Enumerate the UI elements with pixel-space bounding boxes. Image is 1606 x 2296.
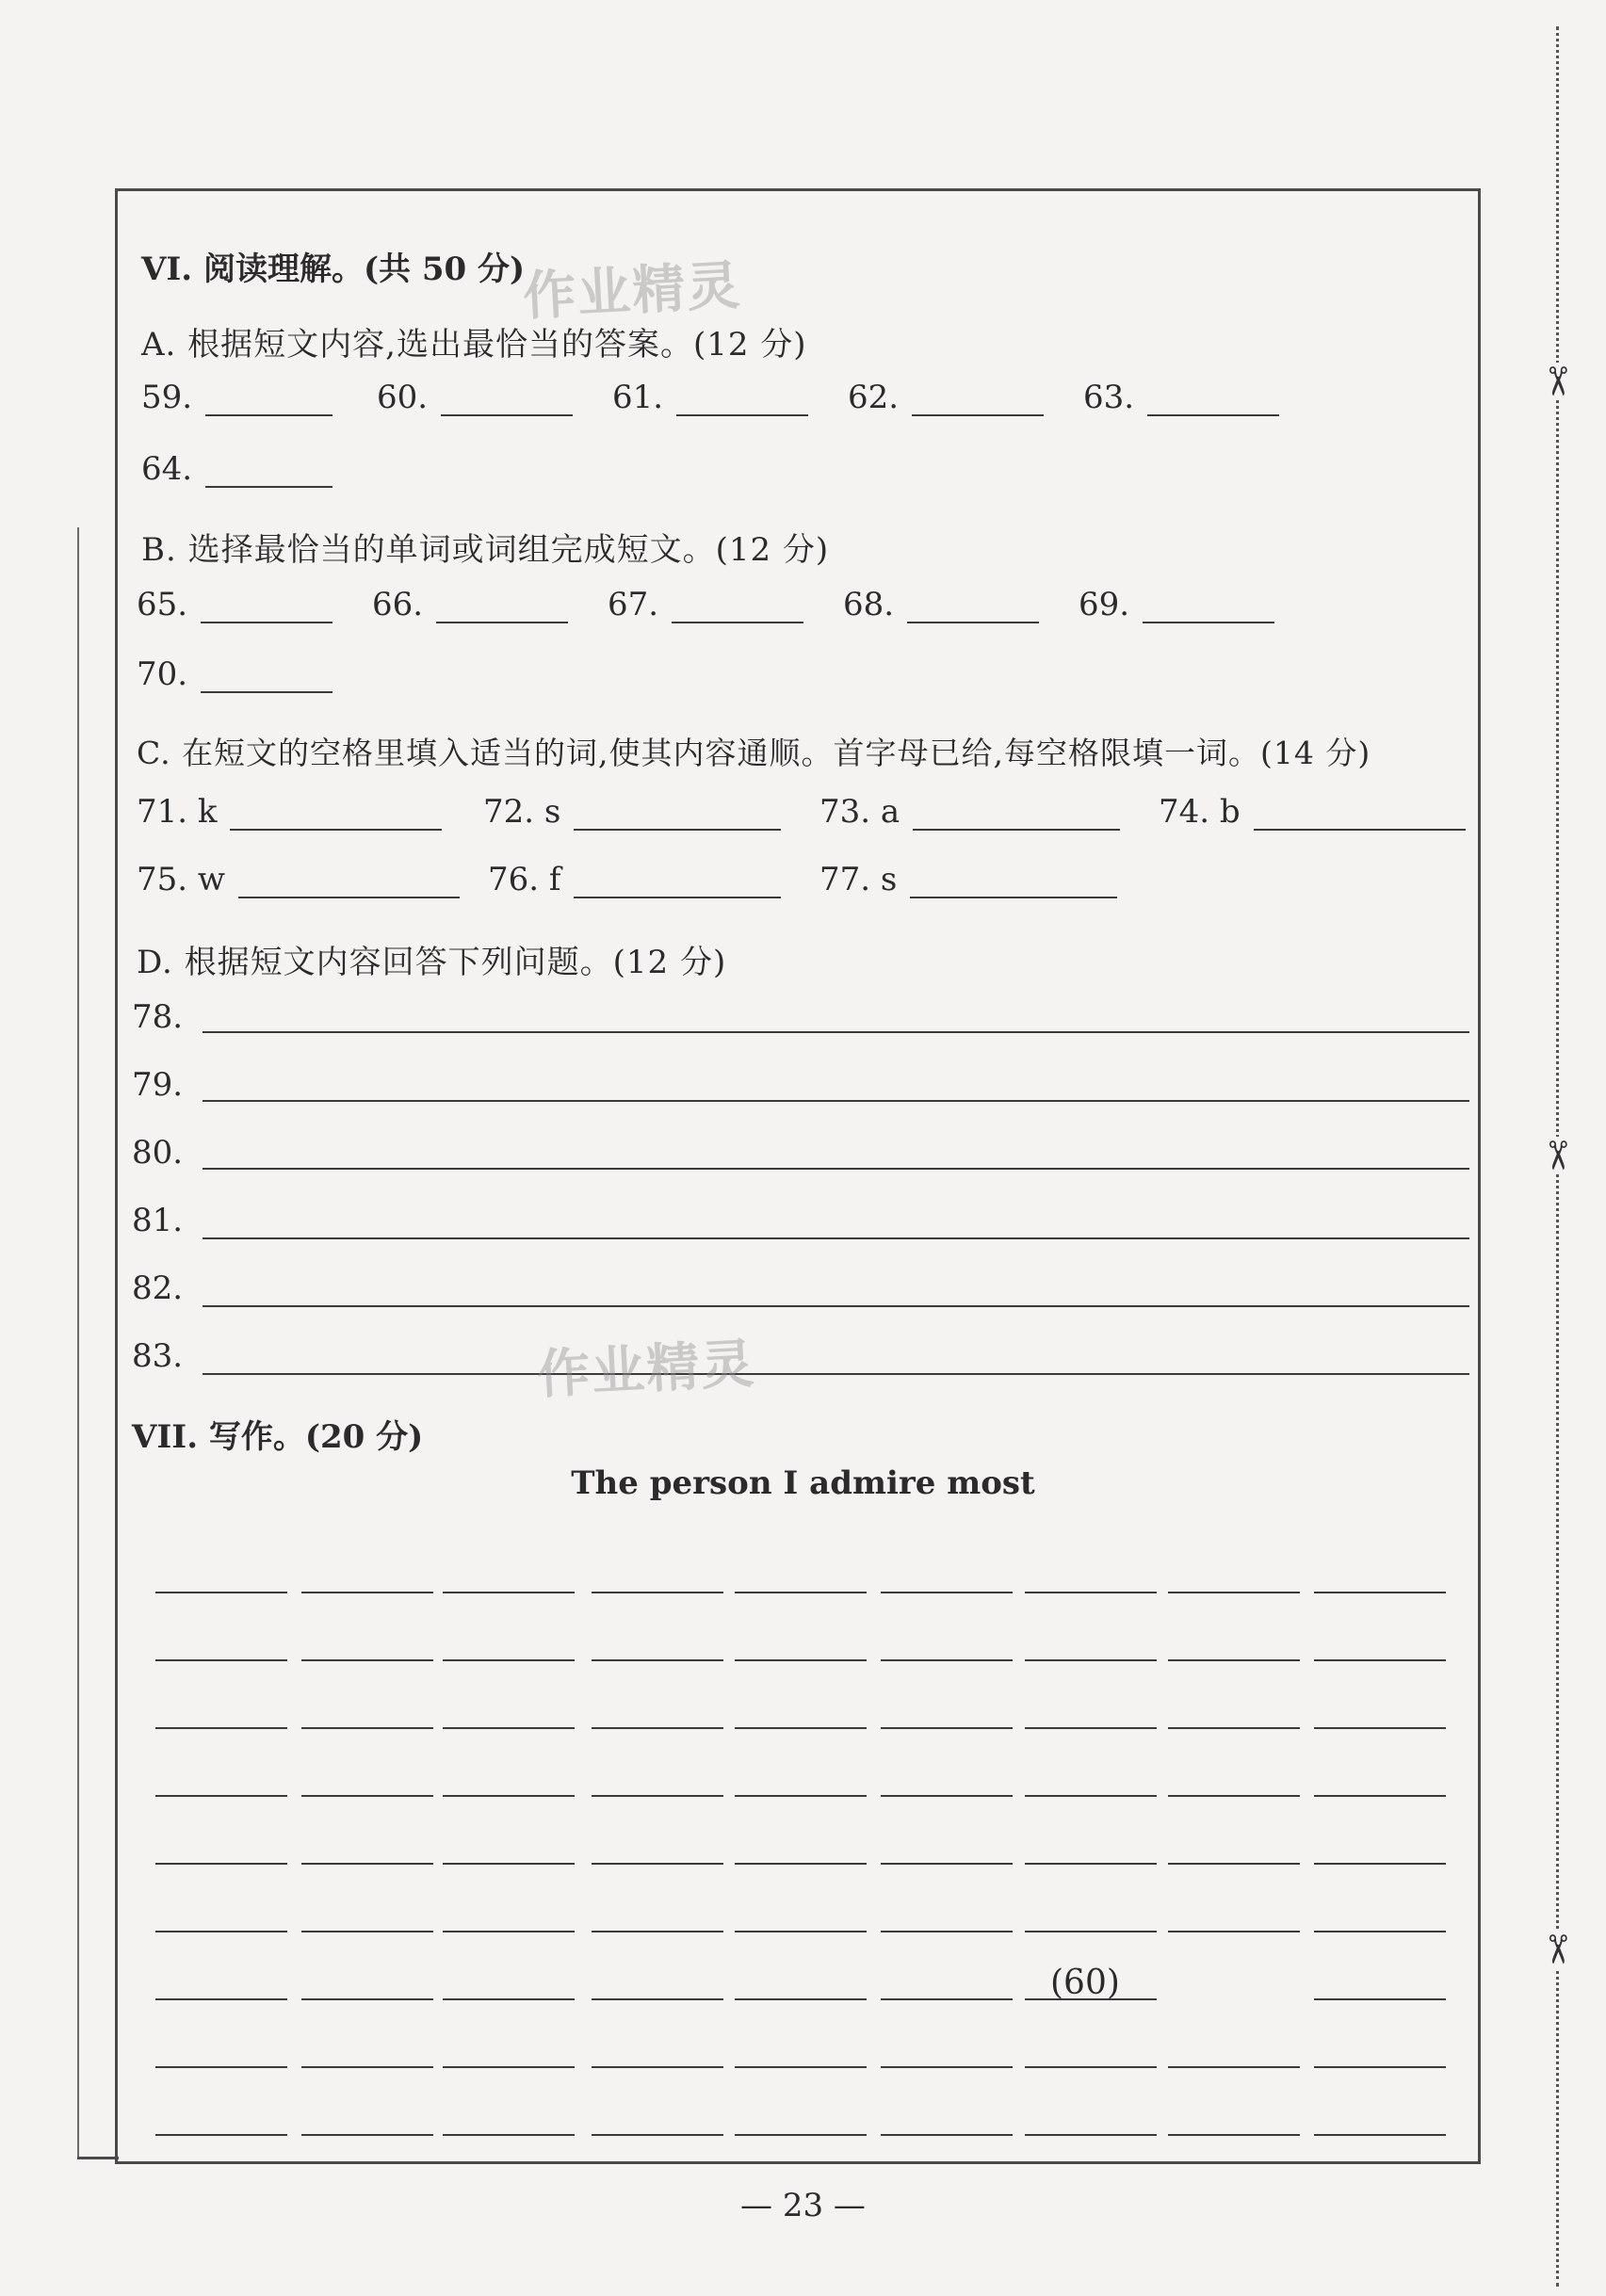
item-number: 82.	[132, 1269, 184, 1307]
writing-blank[interactable]	[592, 1795, 723, 1797]
answer-slot	[483, 793, 781, 831]
writing-blank[interactable]	[301, 1592, 433, 1593]
answer-slot	[377, 379, 573, 416]
writing-blank[interactable]	[735, 1795, 867, 1797]
writing-blank[interactable]	[1025, 2066, 1157, 2068]
writing-blank[interactable]	[155, 1659, 287, 1661]
answer-slot	[819, 861, 1117, 898]
writing-blank[interactable]	[592, 2134, 723, 2136]
writing-blank[interactable]	[1168, 1727, 1300, 1729]
writing-blank[interactable]	[1025, 2134, 1157, 2136]
writing-blank[interactable]	[1168, 2066, 1300, 2068]
section-6-title: VI. 阅读理解。(共 50 分)	[141, 251, 526, 288]
item-number: 80.	[132, 1134, 184, 1172]
writing-blank[interactable]	[881, 2066, 1013, 2068]
item-number: 75. w	[137, 861, 225, 898]
item-number: 83.	[132, 1337, 184, 1375]
writing-blank[interactable]	[443, 1931, 575, 1932]
answer-line[interactable]	[203, 1100, 1469, 1102]
writing-blank[interactable]	[301, 1931, 433, 1932]
answer-slot	[843, 586, 1039, 623]
answer-slot	[1159, 793, 1466, 831]
answer-slot	[612, 379, 808, 416]
writing-blank[interactable]	[1025, 1931, 1157, 1932]
item-number: 66.	[372, 586, 424, 623]
writing-blank[interactable]	[592, 1998, 723, 2000]
answer-slot	[608, 586, 803, 623]
writing-blank[interactable]	[443, 1592, 575, 1593]
answer-blank[interactable]	[910, 865, 1117, 898]
item-number: 81.	[132, 1202, 184, 1239]
writing-blank[interactable]	[735, 2066, 867, 2068]
writing-blank[interactable]	[1168, 1931, 1300, 1932]
part-a-title: A. 根据短文内容,选出最恰当的答案。(12 分)	[141, 326, 807, 364]
writing-blank[interactable]	[443, 2134, 575, 2136]
writing-blank[interactable]	[155, 2066, 287, 2068]
answer-slot	[372, 586, 568, 623]
answer-blank[interactable]	[1254, 797, 1466, 831]
writing-blank[interactable]	[881, 1727, 1013, 1729]
answer-blank[interactable]	[1143, 590, 1274, 623]
item-number: 68.	[843, 586, 895, 623]
item-number: 79.	[132, 1066, 184, 1104]
writing-blank[interactable]	[881, 1795, 1013, 1797]
answer-blank[interactable]	[907, 590, 1039, 623]
writing-blank[interactable]	[301, 1659, 433, 1661]
writing-blank[interactable]	[443, 2066, 575, 2068]
answer-blank[interactable]	[574, 797, 781, 831]
item-number: 69.	[1079, 586, 1130, 623]
answer-blank[interactable]	[1147, 382, 1279, 416]
writing-blank[interactable]	[881, 1863, 1013, 1865]
answer-blank[interactable]	[913, 797, 1120, 831]
item-number: 72. s	[483, 793, 561, 831]
writing-blank[interactable]	[1025, 1795, 1157, 1797]
answer-line[interactable]	[203, 1305, 1469, 1307]
item-number: 60.	[377, 379, 429, 416]
writing-blank[interactable]	[155, 1592, 287, 1593]
writing-blank[interactable]	[1025, 1727, 1157, 1729]
item-number: 74. b	[1159, 793, 1241, 831]
answer-slot	[141, 450, 333, 488]
answer-blank[interactable]	[201, 590, 333, 623]
writing-blank[interactable]	[301, 1863, 433, 1865]
word-count-marker: (60)	[1050, 1964, 1120, 2002]
answer-line[interactable]	[203, 1168, 1469, 1170]
writing-blank[interactable]	[592, 1592, 723, 1593]
answer-slot	[488, 861, 781, 898]
item-number: 71. k	[137, 793, 218, 831]
essay-title: The person I admire most	[571, 1464, 1035, 1502]
writing-blank[interactable]	[592, 1727, 723, 1729]
writing-blank[interactable]	[592, 1659, 723, 1661]
writing-blank[interactable]	[735, 1592, 867, 1593]
writing-blank[interactable]	[155, 1931, 287, 1932]
writing-blank[interactable]	[443, 1863, 575, 1865]
answer-slot	[137, 861, 460, 898]
item-number: 64.	[141, 450, 193, 488]
answer-blank[interactable]	[574, 865, 781, 898]
answer-blank[interactable]	[912, 382, 1044, 416]
writing-blank[interactable]	[443, 1727, 575, 1729]
watermark: 作业精灵	[535, 1333, 757, 1407]
item-number: 78.	[132, 998, 184, 1036]
scissors-icon: ✂	[1529, 363, 1585, 400]
item-number: 70.	[137, 655, 188, 693]
item-number: 67.	[608, 586, 659, 623]
writing-blank[interactable]	[735, 1863, 867, 1865]
writing-blank[interactable]	[1314, 1998, 1446, 2000]
part-d-title: D. 根据短文内容回答下列问题。(12 分)	[137, 944, 727, 981]
writing-blank[interactable]	[301, 2134, 433, 2136]
part-b-title: B. 选择最恰当的单词或词组完成短文。(12 分)	[141, 531, 830, 569]
answer-slot	[137, 793, 442, 831]
writing-blank[interactable]	[881, 1931, 1013, 1932]
scissors-icon: ✂	[1529, 1137, 1585, 1174]
answer-slot	[137, 586, 333, 623]
writing-blank[interactable]	[1168, 1592, 1300, 1593]
item-number: 73. a	[819, 793, 900, 831]
answer-slot	[141, 379, 333, 416]
writing-blank[interactable]	[155, 1863, 287, 1865]
writing-blank[interactable]	[881, 2134, 1013, 2136]
writing-blank[interactable]	[1168, 2134, 1300, 2136]
answer-blank[interactable]	[205, 454, 333, 488]
writing-blank[interactable]	[881, 1592, 1013, 1593]
answer-blank[interactable]	[238, 865, 460, 898]
writing-blank[interactable]	[155, 1727, 287, 1729]
writing-blank[interactable]	[301, 1998, 433, 2000]
writing-blank[interactable]	[1025, 1592, 1157, 1593]
item-number: 61.	[612, 379, 664, 416]
answer-blank[interactable]	[676, 382, 808, 416]
writing-blank[interactable]	[592, 1931, 723, 1932]
writing-blank[interactable]	[735, 1931, 867, 1932]
writing-blank[interactable]	[1314, 1795, 1446, 1797]
writing-blank[interactable]	[1025, 1659, 1157, 1661]
writing-blank[interactable]	[301, 1795, 433, 1797]
item-number: 63.	[1083, 379, 1135, 416]
item-number: 77. s	[819, 861, 898, 898]
answer-line[interactable]	[203, 1373, 1469, 1375]
writing-blank[interactable]	[155, 1795, 287, 1797]
writing-blank[interactable]	[301, 2066, 433, 2068]
writing-blank[interactable]	[1314, 2066, 1446, 2068]
writing-blank[interactable]	[1314, 1659, 1446, 1661]
page-number: — 23 —	[740, 2187, 866, 2224]
answer-slot	[137, 655, 333, 693]
writing-blank[interactable]	[1314, 1727, 1446, 1729]
writing-blank[interactable]	[443, 1998, 575, 2000]
writing-blank[interactable]	[592, 1863, 723, 1865]
writing-blank[interactable]	[155, 2134, 287, 2136]
answer-line[interactable]	[203, 1237, 1469, 1239]
writing-blank[interactable]	[592, 2066, 723, 2068]
writing-blank[interactable]	[301, 1727, 433, 1729]
writing-blank[interactable]	[735, 1727, 867, 1729]
writing-blank[interactable]	[735, 1998, 867, 2000]
writing-blank[interactable]	[443, 1659, 575, 1661]
answer-slot	[1079, 586, 1274, 623]
item-number: 65.	[137, 586, 188, 623]
writing-blank[interactable]	[443, 1795, 575, 1797]
item-number: 59.	[141, 379, 193, 416]
scissors-icon: ✂	[1529, 1931, 1585, 1968]
writing-blank[interactable]	[1168, 1863, 1300, 1865]
answer-blank[interactable]	[201, 659, 333, 693]
item-number: 76. f	[488, 861, 561, 898]
answer-blank[interactable]	[205, 382, 333, 416]
writing-blank[interactable]	[735, 2134, 867, 2136]
answer-blank[interactable]	[436, 590, 568, 623]
writing-blank[interactable]	[735, 1659, 867, 1661]
frame-left-edge	[77, 527, 79, 2159]
writing-blank[interactable]	[1314, 1863, 1446, 1865]
answer-line[interactable]	[203, 1031, 1469, 1033]
writing-blank[interactable]	[881, 1659, 1013, 1661]
writing-blank[interactable]	[1168, 1795, 1300, 1797]
answer-slot	[819, 793, 1120, 831]
answer-slot	[1083, 379, 1279, 416]
watermark: 作业精灵	[521, 254, 743, 329]
writing-blank[interactable]	[155, 1998, 287, 2000]
writing-blank[interactable]	[1168, 1659, 1300, 1661]
answer-blank[interactable]	[230, 797, 442, 831]
writing-blank[interactable]	[1314, 1931, 1446, 1932]
item-number: 62.	[848, 379, 900, 416]
writing-blank[interactable]	[1314, 1592, 1446, 1593]
writing-blank[interactable]	[1025, 1863, 1157, 1865]
frame-corner-tick	[77, 2157, 119, 2159]
answer-slot	[848, 379, 1044, 416]
part-c-title: C. 在短文的空格里填入适当的词,使其内容通顺。首字母已给,每空格限填一词。(14 分)	[137, 735, 1371, 771]
section-7-title: VII. 写作。(20 分)	[132, 1418, 424, 1456]
answer-blank[interactable]	[441, 382, 573, 416]
answer-blank[interactable]	[672, 590, 803, 623]
writing-blank[interactable]	[881, 1998, 1013, 2000]
writing-blank[interactable]	[1314, 2134, 1446, 2136]
